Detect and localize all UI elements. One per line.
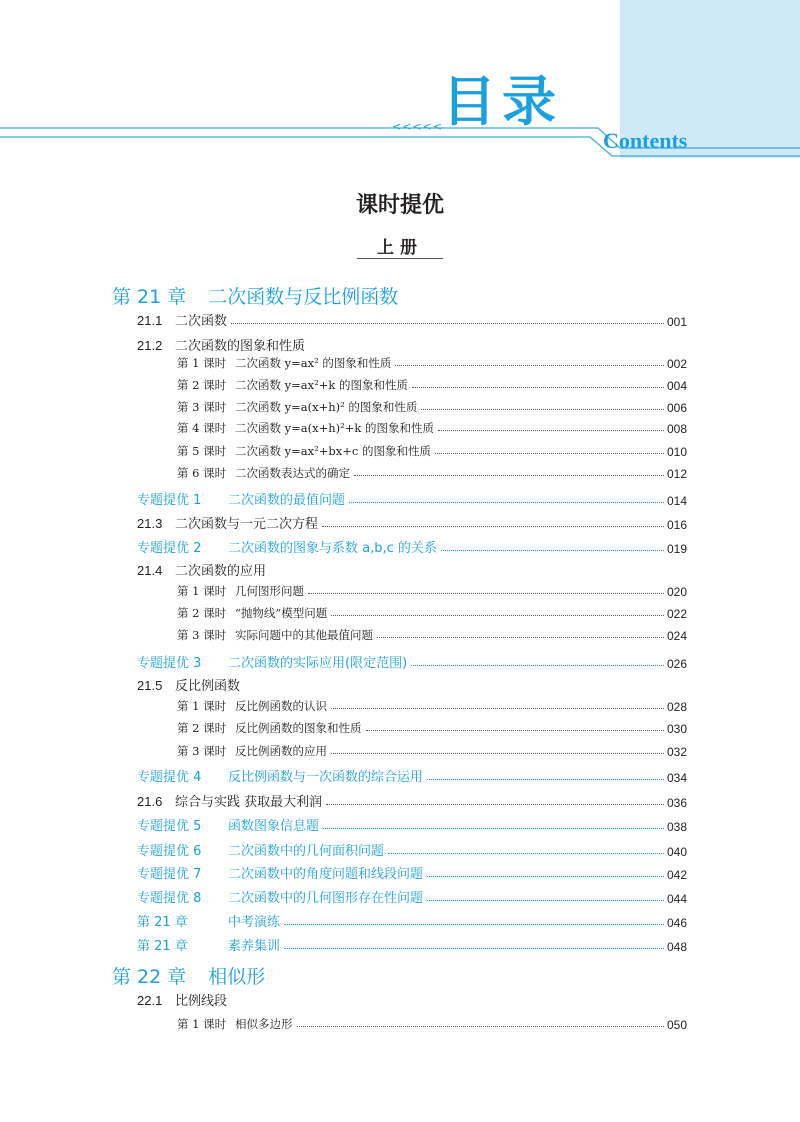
- toc-entry-number: 专题提优 6: [137, 844, 202, 859]
- toc-page-number: 008: [666, 422, 687, 436]
- toc-special-entry[interactable]: [137, 840, 687, 859]
- toc-chapter-heading[interactable]: [112, 962, 265, 989]
- toc-entry-text: 二次函数 y=ax²+k 的图象和性质: [235, 378, 408, 392]
- book-title: 课时提优: [355, 192, 444, 218]
- toc-lesson-entry[interactable]: [177, 443, 687, 459]
- toc-entry-number: 专题提优 2: [137, 541, 202, 556]
- toc-special-entry[interactable]: [137, 652, 687, 671]
- toc-section-entry[interactable]: [137, 990, 687, 1009]
- toc-section-entry[interactable]: [137, 675, 687, 694]
- toc-lesson-entry[interactable]: [177, 377, 687, 393]
- toc-page-number: 050: [666, 1018, 687, 1032]
- toc-special-entry[interactable]: [137, 935, 687, 954]
- toc-page-number: 006: [666, 401, 687, 415]
- toc-entry-text: 二次函数的图象与系数 a,b,c 的关系: [228, 541, 437, 556]
- toc-page-number: 032: [666, 745, 687, 759]
- toc-chapter-number: 第 22 章: [112, 966, 187, 988]
- toc-entry-text: 比例线段: [175, 994, 228, 1009]
- toc-entry-text: 二次函数的最值问题: [228, 493, 346, 508]
- toc-entry-number: 第 6 课时: [177, 466, 227, 480]
- volume-underline: [357, 258, 443, 259]
- toc-dot-leader: [284, 924, 664, 925]
- toc-section-entry[interactable]: [137, 335, 687, 354]
- toc-dot-leader: [366, 730, 664, 731]
- toc-entry-number: 专题提优 1: [137, 493, 202, 508]
- toc-entry-text: “抛物线”模型问题: [235, 606, 328, 620]
- toc-entry-title: [137, 791, 322, 810]
- toc-dot-leader: [412, 387, 664, 388]
- toc-lesson-entry[interactable]: [177, 465, 687, 481]
- toc-lesson-entry[interactable]: [177, 743, 687, 759]
- toc-entry-title: [137, 652, 407, 671]
- toc-entry-number: 第 2 课时: [177, 721, 227, 735]
- toc-page-number: 016: [666, 518, 687, 532]
- toc-entry-number: 第 1 课时: [177, 1017, 227, 1031]
- toc-dot-leader: [331, 615, 664, 616]
- toc-entry-number: 专题提优 8: [137, 891, 202, 906]
- toc-entry-title: [177, 443, 431, 459]
- toc-entry-number: 专题提优 5: [137, 819, 202, 834]
- toc-page-number: 012: [666, 467, 687, 481]
- toc-special-entry[interactable]: [137, 766, 687, 785]
- toc-entry-text: 反比例函数的图象和性质: [235, 721, 362, 735]
- toc-lesson-entry[interactable]: [177, 355, 687, 371]
- toc-entry-number: 第 1 课时: [177, 356, 227, 370]
- toc-special-entry[interactable]: [137, 887, 687, 906]
- toc-entry-number: 第 2 课时: [177, 378, 227, 392]
- toc-dot-leader: [231, 323, 664, 324]
- toc-page-number: 028: [666, 700, 687, 714]
- toc-entry-number: 21.1: [137, 313, 163, 328]
- toc-entry-title: [137, 513, 318, 532]
- toc-dot-leader: [326, 804, 664, 805]
- toc-entry-text: 几何图形问题: [235, 584, 304, 598]
- toc-lesson-entry[interactable]: [177, 1016, 687, 1032]
- toc-page-number: 010: [666, 445, 687, 459]
- toc-entry-number: 第 2 课时: [177, 606, 227, 620]
- toc-entry-text: 反比例函数的认识: [235, 699, 327, 713]
- toc-entry-title: [177, 377, 408, 393]
- toc-entry-title: [177, 399, 417, 415]
- toc-lesson-entry[interactable]: [177, 627, 687, 643]
- toc-dot-leader: [331, 708, 664, 709]
- toc-page-number: 034: [666, 771, 687, 785]
- toc-page-number: 040: [666, 845, 687, 859]
- toc-dot-leader: [395, 365, 664, 366]
- toc-entry-text: 二次函数表达式的确定: [235, 466, 350, 480]
- toc-lesson-entry[interactable]: [177, 583, 687, 599]
- toc-entry-title: [137, 335, 305, 354]
- toc-dot-leader: [284, 948, 664, 949]
- toc-entry-text: 二次函数与一元二次方程: [175, 517, 319, 532]
- toc-page-number: 030: [666, 722, 687, 736]
- toc-special-entry[interactable]: [137, 911, 687, 930]
- toc-dot-leader: [331, 753, 664, 754]
- toc-entry-text: 二次函数 y=ax² 的图象和性质: [235, 356, 392, 370]
- toc-entry-title: [177, 720, 362, 736]
- toc-entry-text: 反比例函数与一次函数的综合运用: [228, 770, 424, 785]
- toc-lesson-entry[interactable]: [177, 720, 687, 736]
- toc-section-entry[interactable]: [137, 310, 687, 329]
- toc-special-entry[interactable]: [137, 815, 687, 834]
- toc-entry-number: 第 4 课时: [177, 421, 227, 435]
- toc-entry-text: 实际问题中的其他最值问题: [235, 628, 373, 642]
- toc-entry-number: 21.2: [137, 338, 163, 353]
- toc-lesson-entry[interactable]: [177, 698, 687, 714]
- toc-lesson-entry[interactable]: [177, 420, 687, 436]
- toc-entry-title: [137, 863, 423, 882]
- toc-entry-title: [177, 420, 434, 436]
- toc-entry-number: 专题提优 3: [137, 656, 202, 671]
- toc-entry-text: 二次函数 y=a(x+h)²+k 的图象和性质: [235, 421, 435, 435]
- toc-page-number: 019: [666, 542, 687, 556]
- toc-page-number: 002: [666, 357, 687, 371]
- toc-entry-title: [177, 698, 327, 714]
- toc-entry-number: 21.3: [137, 516, 163, 531]
- toc-dot-leader: [427, 900, 664, 901]
- toc-page-number: 046: [666, 916, 687, 930]
- toc-entry-text: 素养集训: [228, 939, 281, 954]
- toc-dot-leader: [349, 502, 664, 503]
- toc-entry-title: [137, 887, 423, 906]
- toc-entry-title: [137, 537, 437, 556]
- toc-page-number: 001: [666, 315, 687, 329]
- toc-entry-title: [177, 465, 350, 481]
- toc-entry-text: 二次函数 y=ax²+bx+c 的图象和性质: [235, 444, 431, 458]
- toc-section-entry[interactable]: [137, 791, 687, 810]
- toc-dot-leader: [322, 526, 664, 527]
- toc-entry-number: 21.6: [137, 794, 163, 809]
- toc-dot-leader: [388, 853, 664, 854]
- toc-entry-number: 第 3 课时: [177, 628, 227, 642]
- toc-entry-title: [137, 675, 240, 694]
- toc-dot-leader: [377, 637, 664, 638]
- toc-entry-title: [137, 935, 280, 954]
- toc-dot-leader: [421, 409, 664, 410]
- volume-label: 上册: [377, 238, 423, 258]
- toc-entry-number: 21.5: [137, 678, 163, 693]
- toc-dot-leader: [297, 1026, 664, 1027]
- toc-entry-number: 22.1: [137, 993, 163, 1008]
- toc-special-entry[interactable]: [137, 537, 687, 556]
- toc-entry-text: 综合与实践 获取最大利润: [175, 795, 323, 810]
- toc-entry-title: [137, 840, 384, 859]
- toc-entry-number: 21.4: [137, 563, 163, 578]
- toc-entry-number: 专题提优 7: [137, 867, 202, 882]
- toc-entry-text: 二次函数中的几何图形存在性问题: [228, 891, 424, 906]
- toc-entry-title: [177, 627, 373, 643]
- toc-entry-text: 二次函数中的角度问题和线段问题: [228, 867, 424, 882]
- toc-entry-number: 第 21 章: [137, 939, 188, 954]
- toc-entry-text: 二次函数 y=a(x+h)² 的图象和性质: [235, 400, 418, 414]
- toc-chapter-title: 二次函数与反比例函数: [208, 286, 399, 308]
- toc-section-entry[interactable]: [137, 560, 687, 579]
- toc-entry-title: [137, 310, 227, 329]
- toc-entry-title: [137, 990, 227, 1009]
- toc-page-number: 036: [666, 796, 687, 810]
- toc-page-number: 020: [666, 585, 687, 599]
- toc-entry-number: 第 1 课时: [177, 699, 227, 713]
- toc-entry-text: 中考演练: [228, 915, 281, 930]
- toc-special-entry[interactable]: [137, 489, 687, 508]
- toc-chapter-title: 相似形: [208, 966, 266, 988]
- toc-dot-leader: [323, 828, 664, 829]
- toc-lesson-entry[interactable]: [177, 399, 687, 415]
- toc-page-number: 024: [666, 629, 687, 643]
- toc-page-number: 048: [666, 940, 687, 954]
- toc-entry-text: 函数图象信息题: [228, 819, 320, 834]
- toc-dot-leader: [427, 779, 664, 780]
- toc-special-entry[interactable]: [137, 863, 687, 882]
- page-subtitle: Contents: [603, 128, 688, 153]
- toc-entry-title: [137, 766, 423, 785]
- toc-entry-number: 专题提优 4: [137, 770, 202, 785]
- toc-entry-text: 反比例函数: [175, 679, 241, 694]
- toc-entry-title: [177, 1016, 293, 1032]
- toc-page-number: 044: [666, 892, 687, 906]
- toc-entry-text: 二次函数的应用: [175, 564, 267, 579]
- toc-entry-title: [137, 560, 266, 579]
- toc-entry-title: [177, 743, 327, 759]
- toc-dot-leader: [427, 876, 664, 877]
- toc-entry-number: 第 3 课时: [177, 744, 227, 758]
- toc-page-number: 026: [666, 657, 687, 671]
- toc-section-entry[interactable]: [137, 513, 687, 532]
- toc-dot-leader: [354, 475, 664, 476]
- toc-entry-text: 二次函数的图象和性质: [175, 339, 306, 354]
- toc-entry-title: [177, 605, 327, 621]
- toc-entry-text: 二次函数的实际应用(限定范围): [228, 656, 408, 671]
- header-chevron-decoration: <<<<<: [392, 120, 444, 133]
- toc-entry-number: 第 5 课时: [177, 444, 227, 458]
- toc-entry-title: [177, 355, 391, 371]
- page-title: 目录: [442, 70, 562, 133]
- toc-entry-title: [137, 815, 319, 834]
- toc-lesson-entry[interactable]: [177, 605, 687, 621]
- toc-dot-leader: [308, 593, 664, 594]
- toc-page-number: 004: [666, 379, 687, 393]
- toc-entry-number: 第 3 课时: [177, 400, 227, 414]
- toc-entry-title: [137, 489, 345, 508]
- toc-chapter-number: 第 21 章: [112, 286, 187, 308]
- toc-dot-leader: [411, 665, 664, 666]
- toc-page-number: 042: [666, 868, 687, 882]
- toc-dot-leader: [441, 550, 664, 551]
- toc-entry-number: 第 21 章: [137, 915, 188, 930]
- toc-entry-text: 二次函数中的几何面积问题: [228, 844, 385, 859]
- toc-page-number: 022: [666, 607, 687, 621]
- toc-dot-leader: [438, 430, 664, 431]
- toc-page-number: 014: [666, 494, 687, 508]
- toc-chapter-heading[interactable]: [112, 282, 398, 309]
- toc-entry-title: [137, 911, 280, 930]
- toc-entry-title: [177, 583, 304, 599]
- toc-page-number: 038: [666, 820, 687, 834]
- toc-entry-text: 反比例函数的应用: [235, 744, 327, 758]
- toc-dot-leader: [435, 453, 664, 454]
- toc-entry-text: 相似多边形: [235, 1017, 293, 1031]
- toc-entry-text: 二次函数: [175, 314, 228, 329]
- toc-entry-number: 第 1 课时: [177, 584, 227, 598]
